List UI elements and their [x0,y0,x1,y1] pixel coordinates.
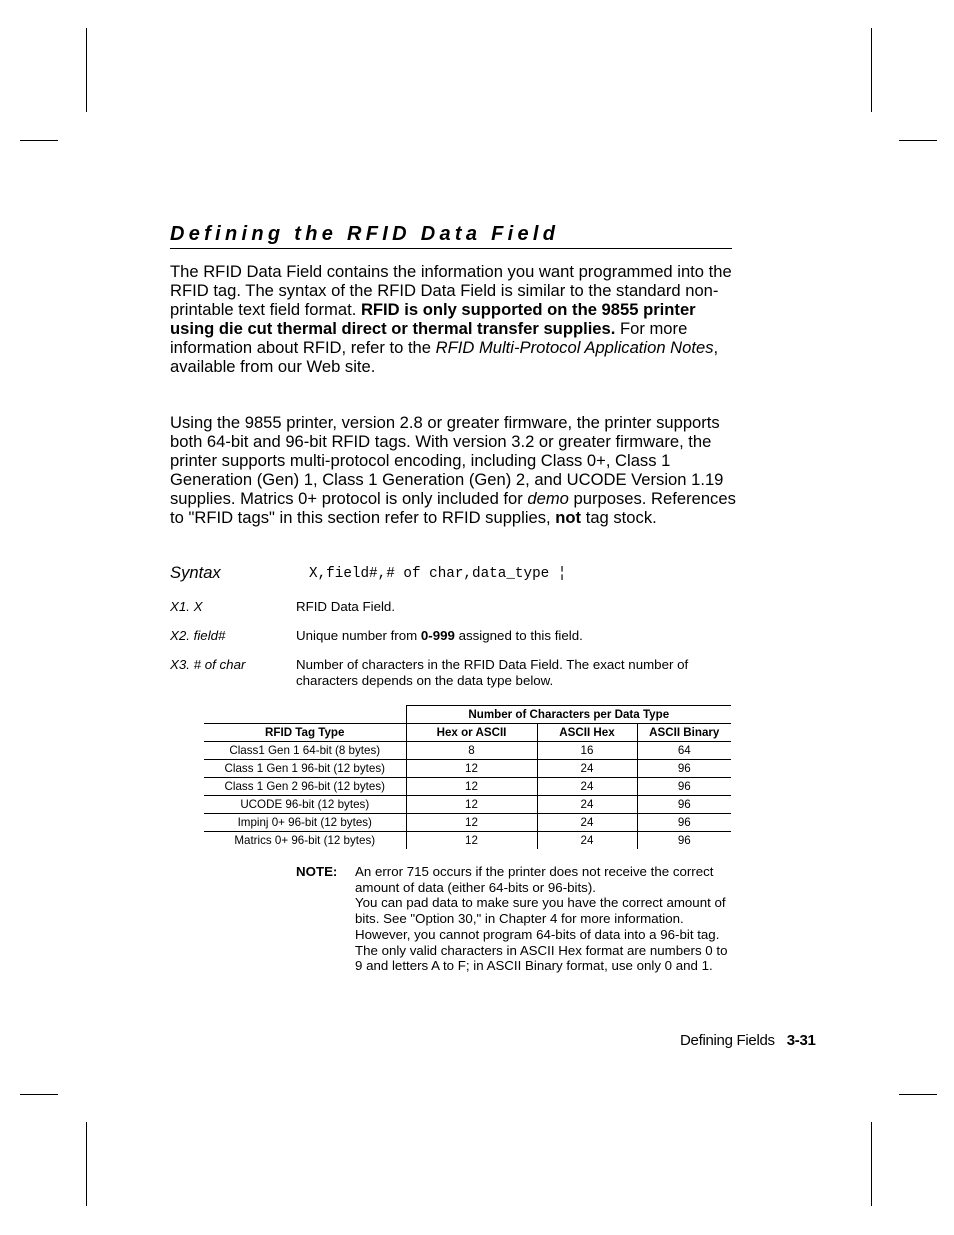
table-cell: 12 [406,760,537,778]
table-empty-cell [204,706,406,724]
crop-mark [871,28,872,112]
syntax-code: X,field#,# of char,data_type ¦ [309,566,567,582]
param-desc-text: Unique number from [296,628,421,643]
table-cell: 8 [406,742,537,760]
table-cell: Class 1 Gen 1 96-bit (12 bytes) [204,760,406,778]
footer-section: Defining Fields [680,1032,775,1049]
table-cell: Impinj 0+ 96-bit (12 bytes) [204,814,406,832]
table-row [204,796,731,814]
intro-text: For more information about RFID, refer to the [170,319,688,358]
crop-mark [20,140,58,141]
table-cell: 64 [637,742,731,760]
table-cell: 24 [537,760,637,778]
param-term: X2. field# [170,628,226,643]
syntax-label: Syntax [170,563,221,582]
intro-text: , available from our Web site. [170,338,719,377]
rfid-characters-table [204,705,731,849]
crop-mark [871,1122,872,1206]
reference-title: RFID Multi-Protocol Application Notes [435,338,714,358]
table-cell: 24 [537,796,637,814]
firmware-text: purposes. References to "RFID tags" in this section refer to RFID supplies, [170,489,736,528]
table-header: ASCII Hex [537,724,637,742]
param-desc [296,628,716,644]
table-group-header: Number of Characters per Data Type [406,706,731,724]
crop-mark [899,1094,937,1095]
table-cell: UCODE 96-bit (12 bytes) [204,796,406,814]
table-header: RFID Tag Type [204,724,406,742]
not-bold: not [555,508,582,528]
table-cell: 24 [537,778,637,796]
param-term: X3. # of char [170,657,246,672]
note-line: The only valid characters in ASCII Hex format are numbers 0 to 9 and letters A to F; in ASCII Binary format, use only 0 and 1. [355,942,728,974]
param-desc: RFID Data Field. [296,599,396,614]
table-cell: 24 [537,832,637,850]
table-row [204,814,731,832]
table-header: ASCII Binary [637,724,731,742]
table-cell: 96 [637,760,731,778]
table-cell: 12 [406,778,537,796]
intro-text: The RFID Data Field contains the information you want programmed into the RFID tag. The syntax of the RFID Data Field is similar to the standard non-printable text field format. [170,262,732,320]
crop-mark [86,1122,87,1206]
table-row [204,832,731,850]
table-cell: 12 [406,814,537,832]
table-cell: 24 [537,814,637,832]
param-desc: Number of characters in the RFID Data Field. The exact number of characters depends on the data type below. [296,657,689,688]
table-cell: Class 1 Gen 2 96-bit (12 bytes) [204,778,406,796]
table-cell: 16 [537,742,637,760]
note-body [355,864,735,974]
range-bold: 0-999 [420,628,455,643]
table-header: Hex or ASCII [406,724,537,742]
crop-mark [899,140,937,141]
table-cell: 12 [406,832,537,850]
table-cell: 96 [637,778,731,796]
support-note-bold: RFID is only supported on the 9855 printer using die cut thermal direct or thermal transfer supplies. [170,300,696,339]
table-cell: 12 [406,796,537,814]
demo-italic: demo [527,489,569,509]
table-cell: Matrics 0+ 96-bit (12 bytes) [234,833,376,847]
firmware-paragraph [170,413,740,528]
firmware-text: tag stock. [581,508,657,528]
firmware-text: Using the 9855 printer, version 2.8 or greater firmware, the printer supports both 64-bit and 96-bit RFID tags. With version 3.2 or greater firmware, the printer supports multi-protocol encoding, including Class 0+, Class 1 Generation (Gen) 1, Class 1 Generation (Gen) 2, and UCODE Version 1.19 supplies. Matrics 0+ protocol is only included for [170,413,724,509]
table-cell: Class1 Gen 1 64-bit (8 bytes) [204,742,406,760]
page-footer [680,1032,816,1050]
note-line: You can pad data to make sure you have the correct amount of bits. See "Option 30," in Chapter 4 for more information. However, you cannot program 64-bits of data into a 96-bit tag. [355,895,726,942]
table-cell: 96 [637,814,731,832]
table-cell: 96 [637,796,731,814]
note-label: NOTE: [296,864,338,879]
table-row [204,760,731,778]
page-number: 3-31 [786,1032,816,1049]
crop-mark [20,1094,58,1095]
table-row [204,778,731,796]
note-line: An error 715 occurs if the printer does not receive the correct amount of data (either 64-bits or 96-bits). [355,864,714,895]
section-heading: Defining the RFID Data Field [170,222,732,249]
crop-mark [86,28,87,112]
table-cell: 96 [637,832,731,850]
table-row [204,742,731,760]
intro-paragraph [170,262,740,377]
param-desc-text: assigned to this field. [454,628,583,643]
param-term: X1. X [170,599,203,614]
